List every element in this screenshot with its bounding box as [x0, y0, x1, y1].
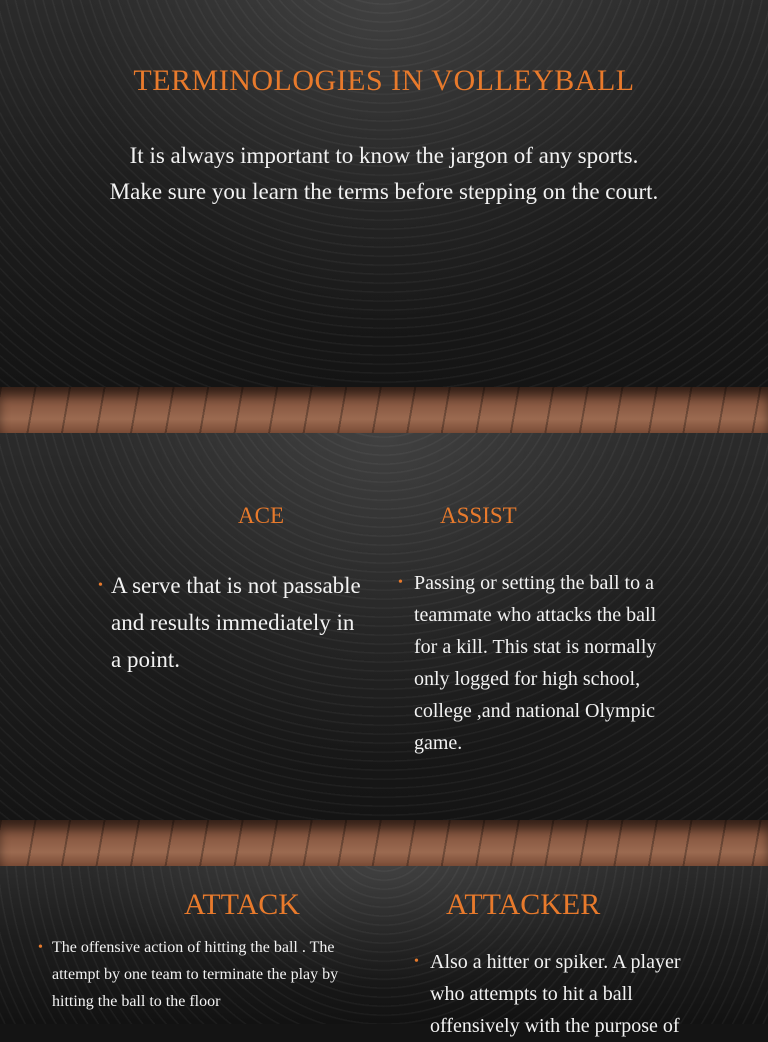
bullet-dot-icon: •	[414, 954, 419, 969]
attacker-heading: ATTACKER	[446, 888, 601, 921]
wood-floor-decoration	[0, 820, 768, 866]
assist-heading: ASSIST	[440, 503, 517, 528]
slide-ace-assist	[0, 433, 768, 866]
attack-heading: ATTACK	[184, 888, 300, 921]
bullet-dot-icon: •	[38, 940, 43, 955]
bullet-dot-icon: •	[398, 575, 403, 590]
attack-definition-text: The offensive action of hitting the ball . The attempt by one team to terminate the play by hitting the ball to the floor	[52, 939, 339, 1010]
slide-title: TERMINOLOGIES IN VOLLEYBALL	[133, 64, 635, 97]
wood-floor-decoration	[0, 387, 768, 433]
assist-definition-text: Passing or setting the ball to a teammate who attacks the ball for a kill. This stat is normally only logged for high school, college ,and national Olympic game.	[414, 572, 657, 754]
ace-definition	[98, 567, 368, 678]
bullet-dot-icon: •	[98, 578, 103, 593]
assist-definition	[398, 567, 678, 759]
ace-definition-text: A serve that is not passable and results immediately in a point.	[111, 573, 361, 672]
attacker-definition	[414, 946, 714, 1042]
slide-terminologies-intro	[0, 0, 768, 433]
slide-attack-attacker	[0, 866, 768, 1037]
attacker-definition-text: Also a hitter or spiker. A player who attempts to hit a ball offensively with the purpose of	[430, 951, 681, 1037]
attack-definition	[38, 934, 368, 1015]
ace-heading: ACE	[238, 503, 284, 528]
intro-paragraph: It is always important to know the jargon of any sports. Make sure you learn the terms before stepping on the court.	[109, 143, 659, 204]
